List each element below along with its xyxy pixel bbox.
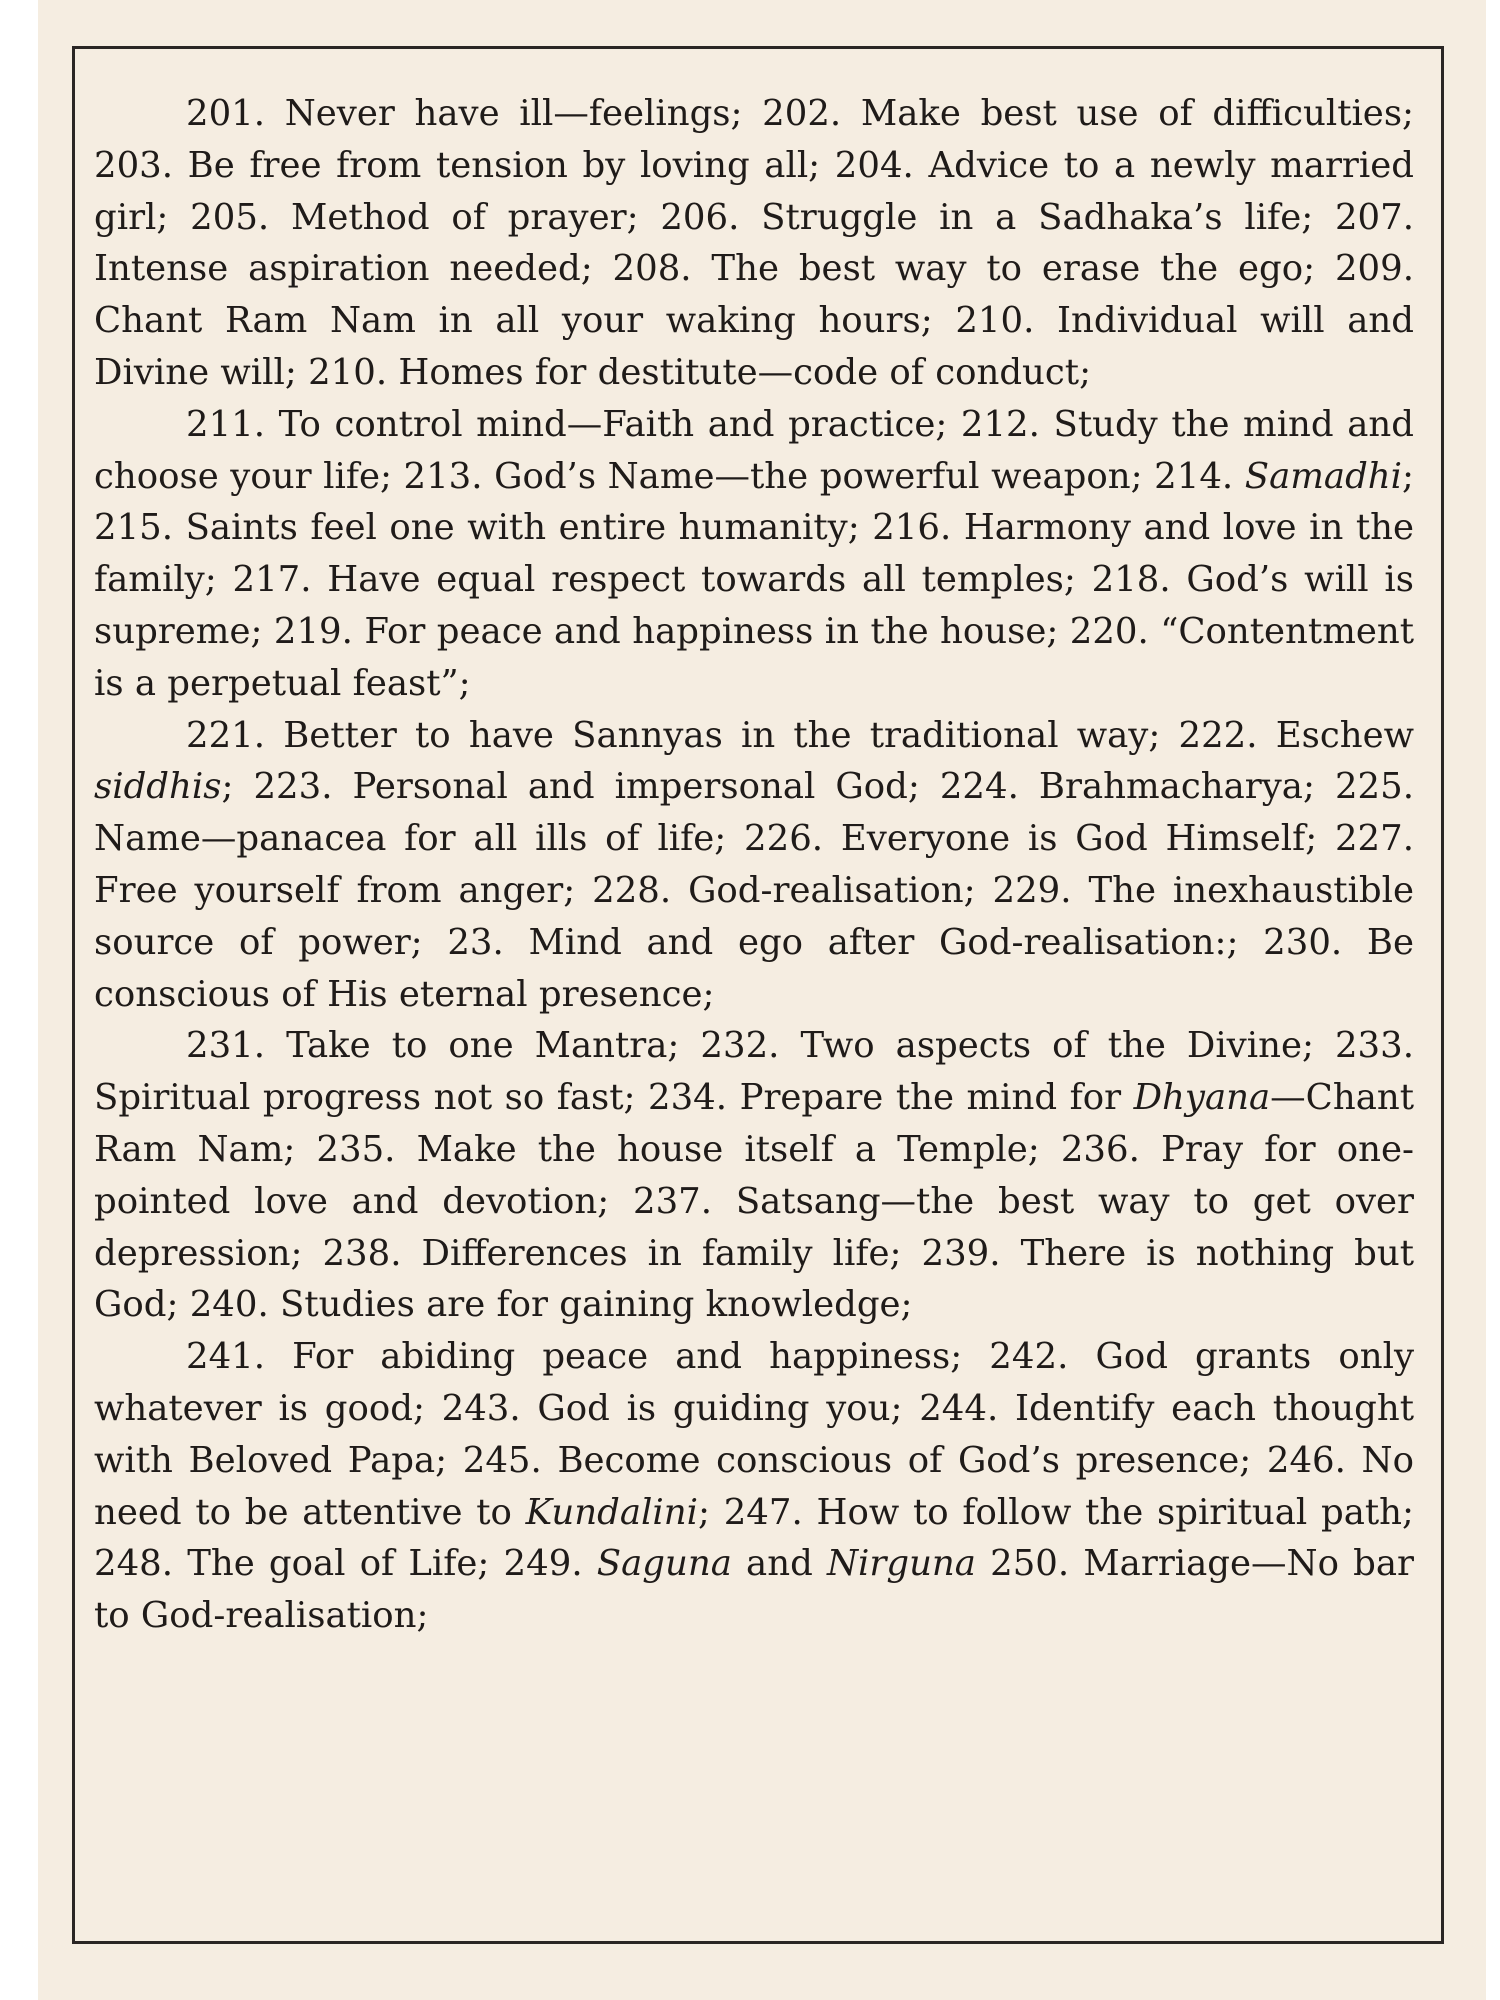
text-segment: and bbox=[731, 1543, 827, 1585]
book-page bbox=[38, 0, 1486, 2000]
italic-term: Kundalini bbox=[525, 1491, 698, 1533]
italic-term: siddhis bbox=[94, 766, 222, 808]
italic-term: Dhyana bbox=[1133, 1077, 1271, 1119]
paragraph-221-230 bbox=[94, 710, 1414, 1021]
text-segment: 250. Marriage—No bar to God-realisation; bbox=[94, 1543, 1414, 1637]
italic-term: Nirguna bbox=[826, 1543, 976, 1585]
paragraph-231-240 bbox=[94, 1020, 1414, 1331]
text-segment: 201. Never have ill—feelings; 202. Make best use of difficulties; 203. Be free from tension by loving all; 204. Advice to a newly married girl; 205. Method of prayer; 206. Struggle in a Sadhaka’s life; 207. Intense aspiration needed; 208. The best way to erase the ego; 209. Chant Ram Nam in all your waking hours; 210. Individual will and Divine will; 210. Homes for destitute—code of conduct; bbox=[94, 93, 1414, 393]
paragraph-241-250 bbox=[94, 1331, 1414, 1642]
italic-term: Samadhi bbox=[1244, 455, 1403, 497]
text-segment: ; 223. Personal and impersonal God; 224. Brahmacharya; 225. Name—panacea for all ills of life; 226. Everyone is God Himself; 227. Free yourself from anger; 228. God-realisation; 229. The inexhaustible source of power; 23. Mind and ego after God-realisation:; 230. Be conscious of His eternal presence; bbox=[94, 766, 1414, 1015]
text-segment: 211. To control mind—Faith and practice; 212. Study the mind and choose your life; 213. God’s Name—the powerful weapon; 214. bbox=[94, 403, 1414, 497]
text-segment: ; 247. How to follow the spiritual path; 248. The goal of Life; 249. bbox=[94, 1491, 1415, 1585]
text-segment: 241. For abiding peace and happiness; 242. God grants only whatever is good; 243. God is guiding you; 244. Identify each thought with Beloved Papa; 245. Become conscious of God’s presence; 246. No need to be attentive to bbox=[94, 1336, 1414, 1533]
italic-term: Saguna bbox=[596, 1543, 732, 1585]
text-segment: 231. Take to one Mantra; 232. Two aspects of the Divine; 233. Spiritual progress not so fast; 234. Prepare the mind for bbox=[94, 1025, 1414, 1119]
paragraph-211-220 bbox=[94, 399, 1414, 710]
text-segment: —Chant Ram Nam; 235. Make the house itself a Temple; 236. Pray for one-pointed love and devotion; 237. Satsang—the best way to get over depression; 238. Differences in family life; 239. There is nothing but God; 240. Studies are for gaining knowledge; bbox=[94, 1077, 1414, 1326]
text-segment: 221. Better to have Sannyas in the traditional way; 222. Eschew bbox=[186, 714, 1414, 756]
text-segment: ; 215. Saints feel one with entire humanity; 216. Harmony and love in the family; 217. Have equal respect towards all temples; 218. God’s will is supreme; 219. For peace and happiness in the house; 220. “Contentment is a perpetual feast”; bbox=[94, 455, 1414, 704]
paragraph-201-210 bbox=[94, 88, 1414, 399]
text-block bbox=[94, 88, 1414, 1642]
